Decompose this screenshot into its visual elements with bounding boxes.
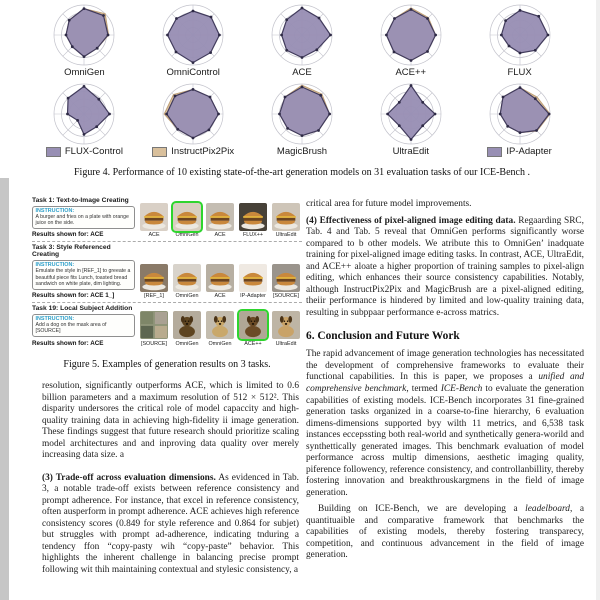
model-label: FLUX	[507, 67, 532, 78]
result-thumb	[172, 264, 202, 300]
result-image	[272, 264, 300, 292]
result-image	[173, 311, 201, 339]
highlighted-result-image	[173, 203, 201, 231]
thumb-label: ACE++	[244, 340, 262, 347]
text-segment: Building on ICE-Bench, we are developing a	[318, 504, 526, 515]
model-label: IP-Adapter	[465, 146, 574, 157]
result-image	[206, 203, 234, 231]
result-thumb	[271, 264, 301, 300]
radar-plot	[145, 2, 241, 68]
instruction-label: INSTRUCTION:	[35, 262, 75, 269]
model-label: MagicBrush	[276, 146, 328, 157]
result-thumb	[139, 203, 169, 239]
instruction-text: Emulate the style in [REF_1] to greeate a beautiful piece fits Lunch, toasted bread sandwich on white plate, dim lighting.	[35, 268, 131, 287]
result-thumb	[172, 203, 202, 239]
result-image	[140, 203, 168, 231]
radar-chart-instructpix2pix	[139, 81, 248, 160]
radar-chart-ultraedit	[356, 81, 465, 160]
text-segment: The rapid advancement of image generation technologies has necessitated the development of comprehensive frameworks to evaluate their functional capabilities. In this is paper, we proposes a	[306, 349, 584, 383]
legend-swatch-purple	[487, 147, 502, 157]
radar-plot	[145, 81, 241, 147]
thumb-label: [REF_1]	[144, 293, 164, 300]
text-segment: to evaluate the generation capabilities of existing models. ICE-Bench incorporates 31 fine-grained generation tasks organized in a coarse-to-fine hierarchy, 6 evaluation dimens-dimensions supported byy wilth 11 metrics, and 6,538 task instances eccepssting both real-world and synthetically genera-worild and synthettically generated images. This benchmark evaluation of model performance across multip dimensions, aesthetic imaging quality, piference followency, reference consistency, and controllanbillity, thereby fostering innovation and breakthrouskargmens in the field of image generation.	[306, 383, 584, 498]
radar-plot	[363, 81, 459, 147]
paragraph-resolution: resolution, significantly outperforms ACE, which is limited to 0.6 billion parameters and a maximum resolution of 512 × 512². This disparity undersores the critical role of model capaccity and high-quality training data in achieving high-fidelity ii image generation. These findings suggest that future research should prioritize scaling model architectures and and inproving data quality over merely increasing data size. a	[42, 381, 299, 461]
paragraph-critical-area: critical area for future model improvements.	[306, 199, 472, 209]
model-label: OmniControl	[166, 67, 220, 78]
task-info	[32, 305, 139, 346]
thumb-label: OmniGen	[208, 340, 232, 347]
task-row-3	[32, 302, 302, 349]
radar-chart-grid	[30, 2, 574, 160]
radar-chart-omnigen	[30, 2, 139, 81]
figure-4-caption: Figure 4. Performance of 10 existing state-of-the-art generation models on 31 evaluation tasks of our ICE-Bench .	[74, 167, 530, 178]
results-shown-for: Results shown for: ACE 1_]	[32, 292, 115, 300]
instruction-text: A burger and fries on a plate with orange juice on the side.	[35, 214, 129, 227]
text-segment: As evidenced in Tab. 3, a notable trade-off exists between reference consistency and prompt adherence. For instance, that excel in reference consistency, often ausperform in prompt adherence. ACE achieves high reference consistency scores (0.849 for style reference and 0.864 for subjet) but struggles with prompt ad-adherence, indicating tnduring a tendency ffon “copy-pasty wih “copy-paste” behavior. This highlights the inherent challenge in balancing precise prompt following wit thih maintaining contextual and stylesic consistency, a	[42, 472, 299, 575]
thumb-label: ACE	[148, 232, 160, 239]
legend-swatch-purple	[46, 147, 61, 157]
figure-5-caption: Figure 5. Examples of generation results on 3 tasks.	[63, 358, 271, 370]
result-thumb	[238, 311, 268, 347]
paragraph-conclusion	[306, 349, 584, 499]
thumb-strip	[139, 197, 301, 238]
thumb-label: ACE	[214, 232, 226, 239]
thumb-label: OmniGen	[175, 340, 199, 347]
task-title: Task 3: Style Referenced Creating	[32, 244, 111, 259]
figure-5	[32, 195, 302, 370]
radar-chart-flux	[465, 2, 574, 81]
instruction-label: INSTRUCTION:	[35, 208, 75, 214]
thumb-label: [SOURCE]	[272, 293, 300, 300]
thumb-label: FLUX++	[242, 232, 264, 239]
paragraph-tradeoff	[42, 473, 299, 577]
result-thumb	[205, 203, 235, 239]
result-thumb	[271, 203, 301, 239]
result-image	[239, 203, 267, 231]
instruction-label: INSTRUCTION:	[35, 316, 75, 323]
result-thumb	[271, 311, 301, 347]
result-thumb	[205, 311, 235, 347]
result-thumb	[238, 203, 268, 239]
highlighted-result-image	[239, 311, 267, 339]
model-label: FLUX-Control	[30, 146, 139, 157]
result-image	[173, 264, 201, 292]
result-image	[140, 264, 168, 292]
thumb-label: IP-Adapter	[240, 293, 266, 300]
thumb-label: UltraEdit	[275, 232, 297, 239]
result-image	[272, 311, 300, 339]
radar-chart-omnicontrol	[139, 2, 248, 81]
figure-4	[30, 2, 574, 178]
thumb-label: OmniGen	[175, 232, 199, 239]
instruction-box	[32, 260, 135, 290]
result-image	[272, 203, 300, 231]
radar-plot	[254, 81, 350, 147]
section-heading-conclusion: 6. Conclusion and Future Work	[306, 330, 460, 343]
thumb-strip	[139, 305, 301, 346]
text-segment: , termed	[406, 383, 441, 394]
radar-plot	[472, 81, 568, 147]
result-image	[206, 264, 234, 292]
text-segment: unified and comprehensive benchmark	[306, 372, 584, 394]
thumb-label: OmniGen	[175, 293, 199, 300]
thumb-label: UltraEdit	[275, 340, 297, 347]
text-segment: , a quantituaible and comparative framework that benchmarks the capabilities of existing models, thereby fostering transparecy, competition, and continuous advancement in the field of image generation.	[306, 504, 584, 561]
page-edge-shadow-right	[596, 0, 600, 600]
result-thumb	[238, 264, 268, 300]
task-info	[32, 244, 139, 299]
result-thumb	[205, 264, 235, 300]
result-thumb	[139, 264, 169, 300]
result-thumb	[172, 311, 202, 347]
page-edge-shadow-left	[0, 178, 9, 600]
text-segment: leadelboard	[525, 504, 570, 515]
results-shown-for: Results shown for: ACE	[32, 231, 104, 239]
text-segment: (4) Effectiveness of pixel-aligned image editing data.	[306, 215, 516, 226]
task-title: Task 1: Text-to-Image Creating	[32, 197, 129, 204]
model-label: UltraEdit	[392, 146, 429, 157]
text-segment: Regaarding SRC, Tab. 4 and Tab. 5 reveal that OmniGen performs significantly worse compared to b other models. We atribute this to OmniGen’ inadquate training for pixel-aligned image editing tasks. In contrast, ACE, UltraEdit, and ACE++ aloate a higher proportion of training samples to pixel-align editing, which enhances their source consistency capabilities. Notably, although InstructPix2Pix and MagicBrush are a pixel-aligned editing, theiir performance is hindered by limited and low-quality training data, resulting in subppaar performance e-across matrics.	[306, 215, 584, 318]
paragraph-effectiveness	[306, 216, 584, 320]
thumb-strip	[139, 244, 301, 299]
task-row-2	[32, 241, 302, 302]
legend-swatch-tan	[152, 147, 167, 157]
model-label: OmniGen	[64, 67, 105, 78]
instruction-box	[32, 206, 135, 229]
radar-plot	[472, 2, 568, 68]
radar-chart-magicbrush	[248, 81, 357, 160]
radar-plot	[36, 2, 132, 68]
radar-chart-ace-	[356, 2, 465, 81]
result-image	[206, 311, 234, 339]
radar-chart-flux-control	[30, 81, 139, 160]
result-image	[140, 311, 168, 339]
radar-plot	[254, 2, 350, 68]
thumb-label: [SOURCE]	[140, 340, 168, 347]
result-thumb	[139, 311, 169, 347]
task-title: Task 19: Local Subject Addition	[32, 305, 133, 313]
instruction-text: Add a dog on the mask area of [SOURCE]	[35, 322, 107, 335]
result-image	[239, 264, 267, 292]
model-label: ACE++	[395, 67, 427, 78]
model-label: InstructPix2Pix	[139, 146, 248, 157]
figure-5-task-list	[32, 195, 302, 350]
paragraph-leaderboard	[306, 504, 584, 562]
text-segment: (3) Trade-off across evaluation dimensions.	[42, 472, 216, 483]
text-segment: ICE-Bench	[440, 383, 483, 394]
left-column	[42, 381, 299, 577]
thumb-label: ACE	[214, 293, 226, 300]
radar-chart-ace	[248, 2, 357, 81]
model-label: ACE	[292, 67, 312, 78]
task-row-1	[32, 195, 302, 241]
right-column	[306, 199, 584, 562]
radar-plot	[36, 81, 132, 147]
task-info	[32, 197, 139, 238]
instruction-box	[32, 314, 135, 337]
radar-plot	[363, 2, 459, 68]
radar-chart-ip-adapter	[465, 81, 574, 160]
results-shown-for: Results shown for: ACE	[32, 339, 104, 347]
